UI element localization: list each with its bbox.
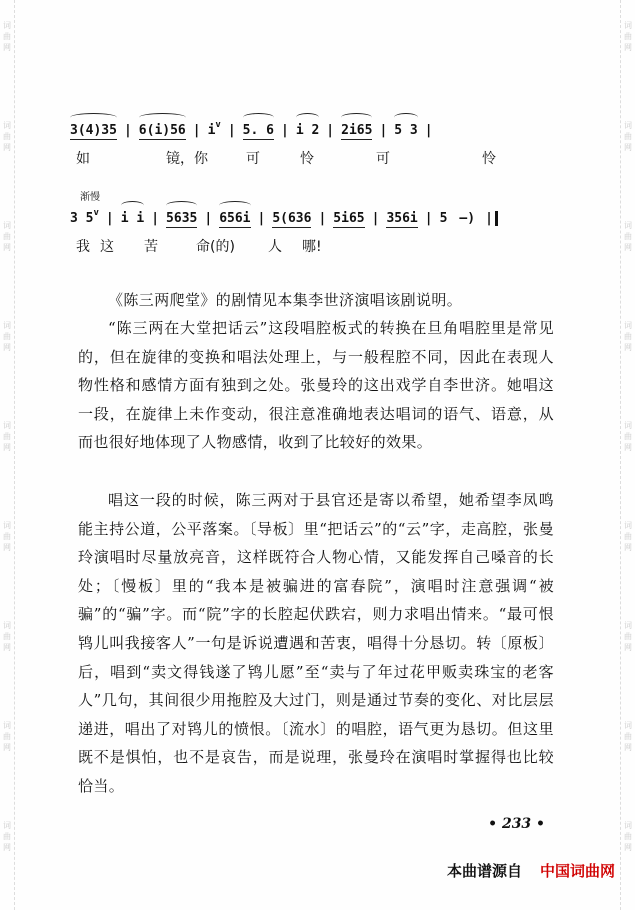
note-group: 5635 (166, 208, 197, 228)
left-watermark-strip (0, 0, 15, 910)
watermark-text: 词曲网 (3, 721, 11, 752)
tempo-mark: 渐慢 (80, 192, 100, 203)
lyric: 哪! (302, 239, 322, 255)
page-number: • 233 • (488, 816, 545, 832)
watermark-text: 词曲网 (3, 521, 11, 552)
watermark-text: 词曲网 (3, 21, 11, 52)
lyric: 可 (376, 151, 390, 167)
end-rest: –) (459, 211, 476, 226)
lyric: 怜 (482, 151, 496, 167)
note-group: 3(4)35 (70, 120, 117, 140)
note-group: i 2 (296, 120, 319, 138)
note-group: 6(i)56 (139, 120, 186, 140)
note-group: 2i65 (341, 120, 372, 140)
note-group: 5 (439, 211, 448, 226)
lyric: 命(的) (196, 239, 235, 255)
watermark-text: 词曲网 (3, 121, 11, 152)
watermark-text: 词曲网 (624, 821, 632, 852)
lyric: 苦 (144, 239, 158, 255)
lyrics-line-1 (70, 148, 550, 168)
lyric: 这 (100, 239, 114, 255)
source-site-link[interactable]: 中国词曲网 (539, 862, 615, 880)
right-watermark-strip (620, 0, 635, 910)
lyric: 人 (268, 239, 282, 255)
paragraph-performance: 唱这一段的时候，陈三两对于县官还是寄以希望，她希望李凤鸣能主持公道，公平落案。〔导板〕里“把话云”的“云”字，走高腔，张曼玲演唱时尽量放亮音，这样既符合人物心情，又能发挥自己嗓音的长处；〔慢板〕里的“我本是被骗进的富春院”，演唱时注意强调“被骗”的“骗”字。而“院”字的长腔起伏跌宕，则力求唱出情来。“最可恨鸨儿叫我接客人”一句是诉说遭遇和苦衷，唱得十分恳切。转〔原板〕后，唱到“卖文得钱遂了鸨儿愿”至“卖与了年过花甲贩卖珠宝的老客人”几句，其间很少用拖腔及大过门，则是通过节奏的变化、对比层层递进，唱出了对鸨儿的愤恨。〔流水〕的唱腔，语气更为恳切。但这里既不是惧怕，也不是哀告，而是说理，张曼玲在演唱时掌握得也比较恰当。 (78, 491, 554, 795)
watermark-text: 词曲网 (3, 821, 11, 852)
lyric: 我 (76, 239, 90, 255)
lyrics-line-2 (70, 236, 550, 256)
watermark-text: 词曲网 (624, 321, 632, 352)
note-group: 3 5 (70, 211, 94, 226)
watermark-text: 词曲网 (624, 621, 632, 652)
note-group: 356i (386, 211, 418, 226)
note-group: 656i (219, 208, 250, 228)
music-staff-line-2: 3 5$^v$ | i i | 5635 | 656i | 5(636 | 5i65 | 356i | 5 –) | (70, 208, 570, 228)
watermark-text: 词曲网 (624, 421, 632, 452)
note-group: i (207, 123, 216, 138)
music-staff-line-1: 3(4)35 | 6(i)56 | $i^v$ | 5. 6 | i 2 | 2i65 | 5 3 | (70, 120, 570, 140)
lyric: 镜，你 (166, 151, 208, 167)
watermark-text: 词曲网 (624, 521, 632, 552)
watermark-text: 词曲网 (3, 221, 11, 252)
watermark-text: 词曲网 (624, 721, 632, 752)
watermark-text: 词曲网 (3, 321, 11, 352)
watermark-text: 词曲网 (3, 421, 11, 452)
paragraph-analysis: “陈三两在大堂把话云”这段唱腔板式的转换在旦角唱腔里是常见的，但在旋律的变换和唱法处理上，与一般程腔不同，因此在表现人物性格和感情方面有独到之处。张曼玲的这出戏学自李世济。她唱这一段，在旋律上未作变动，很注意准确地表达唱词的语气、语意，从而也很好地体现了人物感情，收到了比较好的效果。 (78, 319, 554, 452)
watermark-text: 词曲网 (624, 21, 632, 52)
paragraph-intro: 《陈三两爬堂》的剧情见本集李世济演唱该剧说明。 (108, 291, 463, 309)
note-group: 5i65 (333, 211, 365, 226)
watermark-text: 词曲网 (3, 621, 11, 652)
lyric: 可 (246, 151, 260, 167)
source-label: 本曲谱源自 (446, 862, 522, 880)
note-group: 5(636 (272, 211, 312, 226)
lyric: 怜 (300, 151, 314, 167)
source-credit (447, 860, 615, 881)
note-group: 5 3 (394, 120, 417, 138)
lyric: 如 (76, 151, 90, 167)
watermark-text: 词曲网 (624, 121, 632, 152)
note-group: 5. 6 (243, 120, 274, 140)
note-group: i i (121, 208, 144, 226)
watermark-text: 词曲网 (624, 221, 632, 252)
